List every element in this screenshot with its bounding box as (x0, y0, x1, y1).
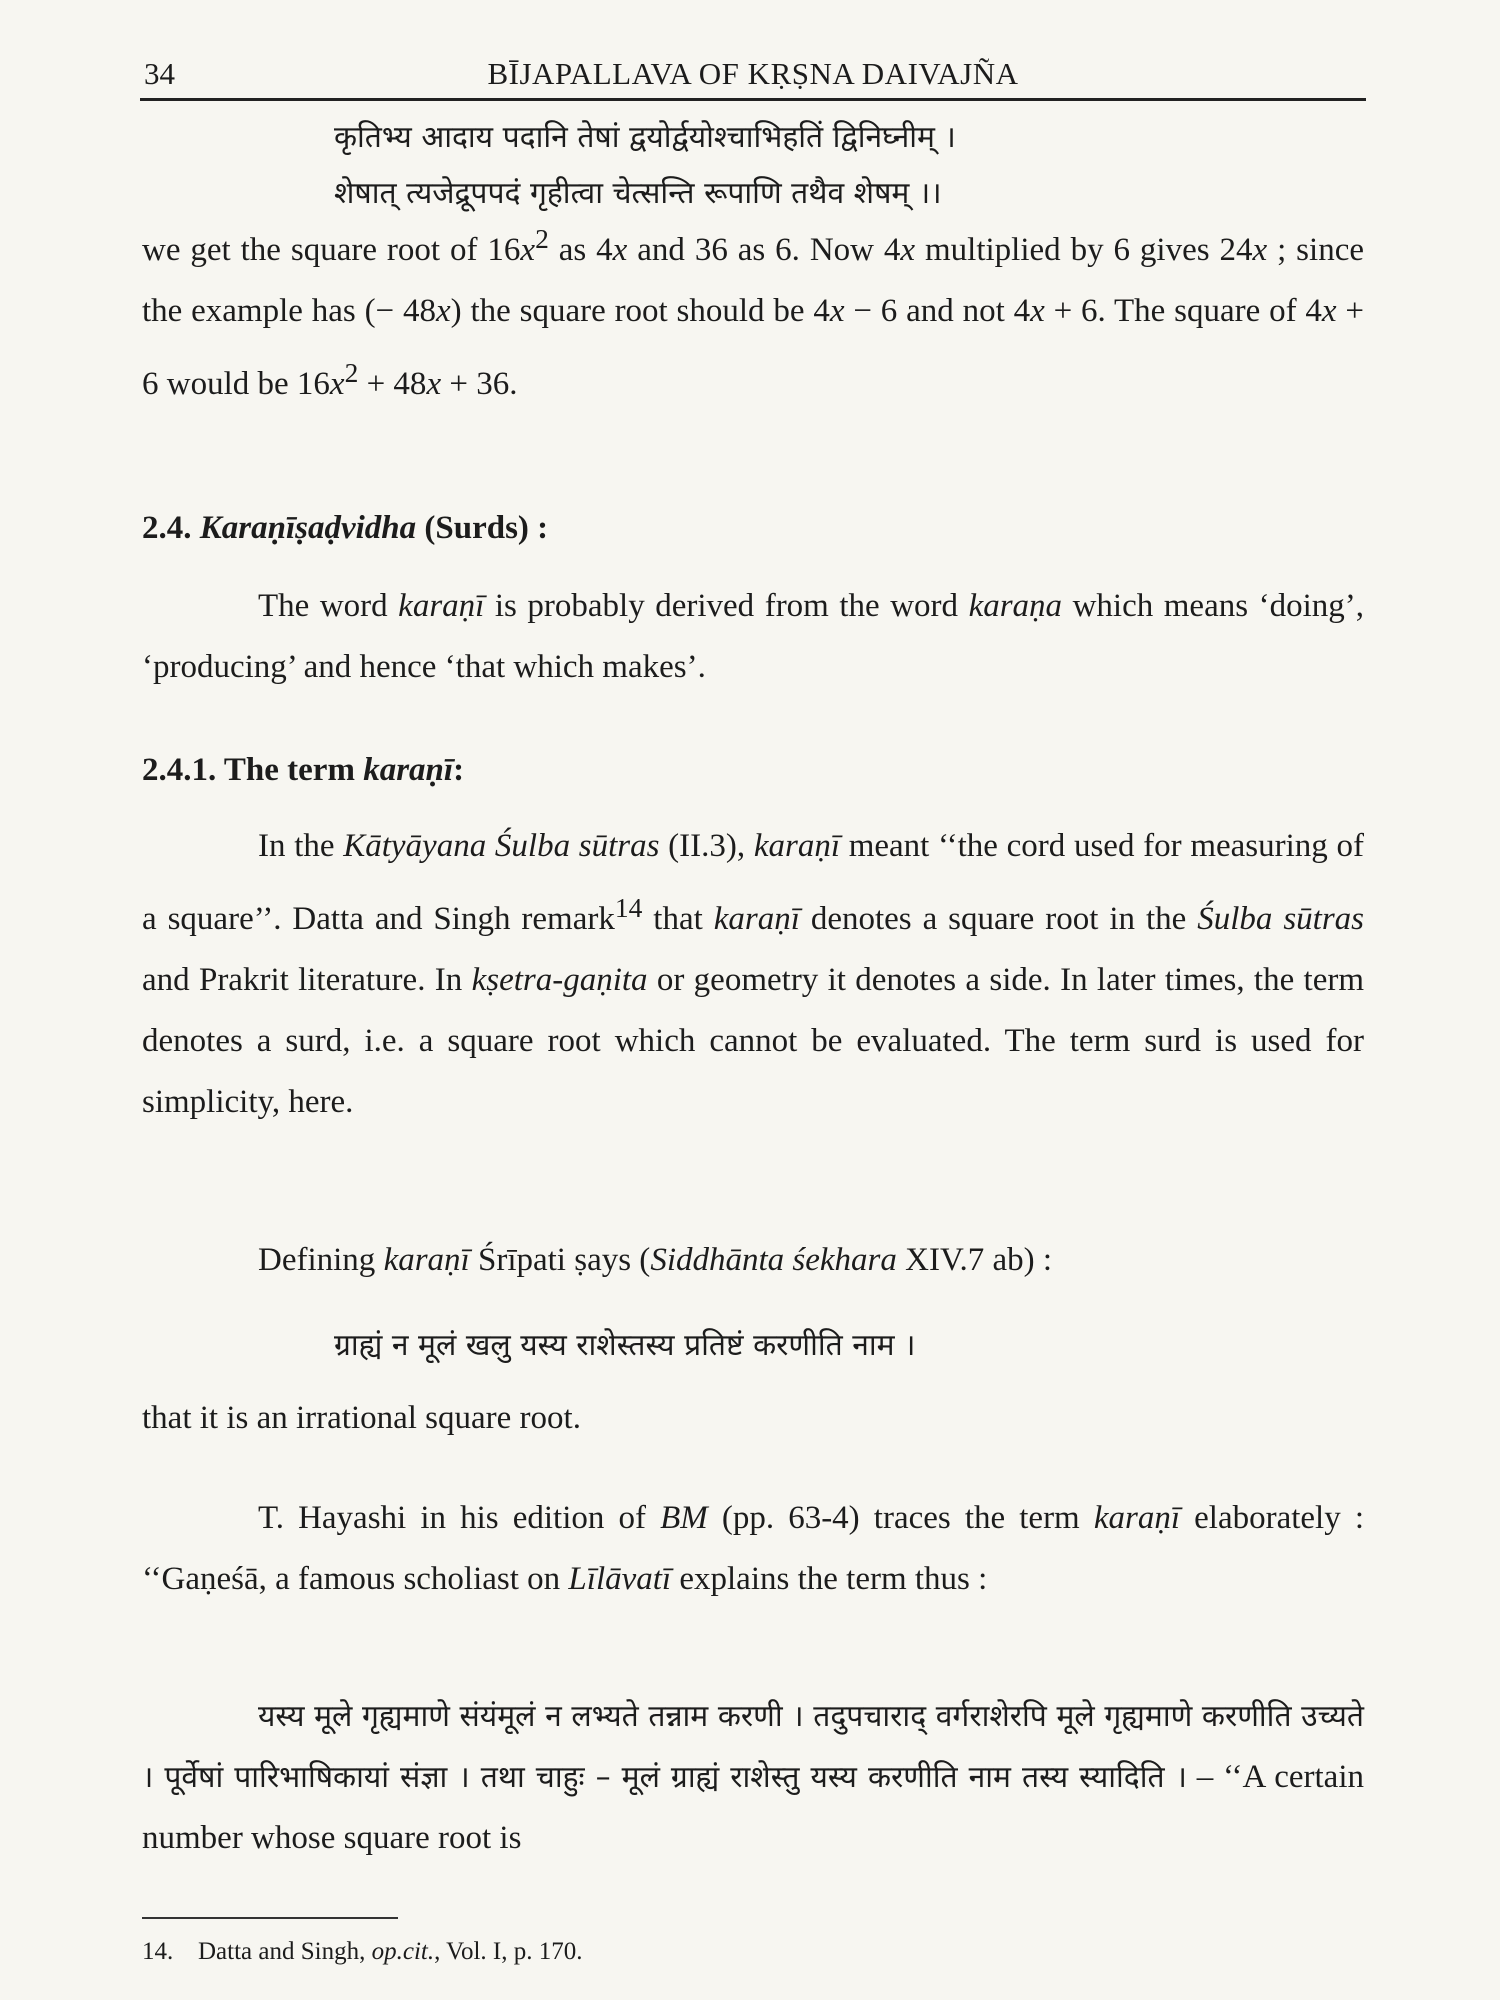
footnote-ref: 14 (614, 892, 643, 923)
footnote-14: 14. Datta and Singh, op.cit., Vol. I, p. 170. (142, 1938, 583, 1965)
section-heading-2-4-1: 2.4.1. The term karaṇī: (142, 752, 465, 788)
verse-line: शेषात् त्यजेद्रूपपदं गृहीत्वा चेत्सन्ति रूपाणि तथैव शेषम् ।। (334, 176, 942, 211)
paragraph-karani-derivation: The word karaṇī is probably derived from the word karaṇa which means ‘doing’, ‘producing’ and hence ‘that which makes’. (142, 588, 1364, 685)
verse-line: कृतिभ्य आदाय पदानि तेषां द्वयोर्द्वयोश्चाभिहतिं द्विनिघ्नीम् । (334, 120, 956, 155)
sanskrit-verse-1 (334, 110, 1364, 222)
running-title: BĪJAPALLAVA OF KṚṢNA DAIVAJÑA (487, 56, 1019, 91)
page-number: 34 (144, 56, 175, 91)
footnote-divider (142, 1917, 398, 1919)
section-heading-2-4: 2.4. Karaṇīṣaḍvidha (Surds) : (142, 510, 549, 546)
paragraph-karani-meaning: In the Kātyāyana Śulba sūtras (II.3), karaṇī meant ‘‘the cord used for measuring of a square’’. Datta and Singh remark$^{14}$ that karaṇī denotes a square root in the Śulba sūtras and Prakrit literature. In kṣetra-gaṇita or geometry it denotes a side. In later times, the term denotes a surd, i.e. a square root which cannot be evaluated. The term surd is used for simplicity, here. (142, 828, 1365, 1120)
paragraph-square-root: we get the square root of $16x^2$ as 4x and 36 as 6. Now 4x multiplied by 6 gives 24x ; since the example has (− 48x) the square root should be 4x − 6 and not 4x + 6. The square of 4x + 6 would be $16x^2 + 48x + 36$. (142, 223, 1365, 402)
page-header (140, 52, 1366, 101)
sanskrit-verse-2: ग्राह्यं न मूलं खलु यस्य राशेस्तस्य प्रतिष्टं करणीति नाम । (334, 1328, 916, 1363)
paragraph-ganesa-quote: यस्य मूले गृह्यमाणे संयंमूलं न लभ्यते तन्नाम करणी । तदुपचाराद् वर्गराशेरपि मूले गृह्यमाणे करणीति उच्यते । पूर्वेषां पारिभाषिकायां संज्ञा । तथा चाहुः – मूलं ग्राह्यं राशेस्तु यस्य करणीति नाम तस्य स्यादिति । – ‘‘A certain number whose square root is (142, 1699, 1365, 1856)
paragraph-hayashi: T. Hayashi in his edition of BM (pp. 63-4) traces the term karaṇī elaborately : ‘‘Gaṇeśā, a famous scholiast on Līlāvatī explains the term thus : (142, 1500, 1364, 1597)
paragraph-sripati-definition: Defining karaṇī Śrīpati ṣays (Siddhānta śekhara XIV.7 ab) : (258, 1242, 1053, 1278)
paragraph-irrational-root: that it is an irrational square root. (142, 1400, 581, 1436)
